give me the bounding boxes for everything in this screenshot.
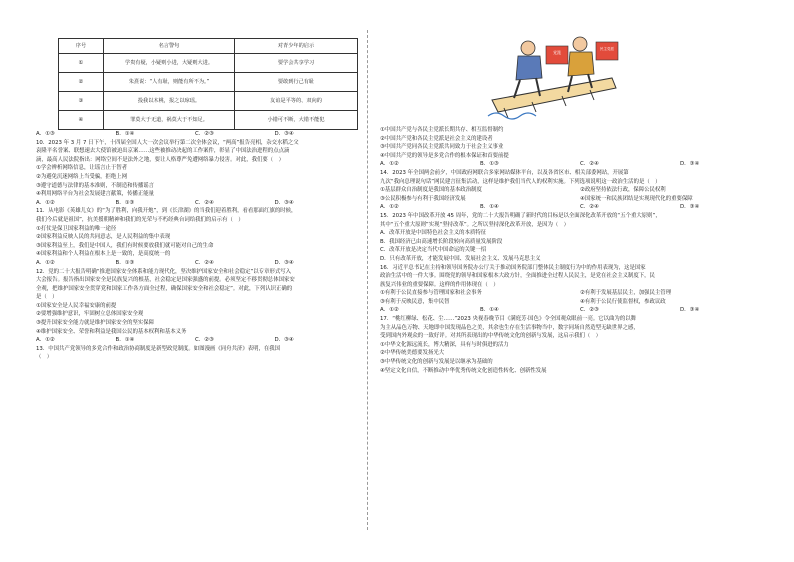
q12-stem-line: 全观，把维护国家安全贯穿党和国家工作各方面全过程，确保国家安全和社会稳定”。对此，下列认识正确的: [36, 285, 293, 292]
table-row: [59, 111, 358, 130]
option: B．①④: [115, 131, 135, 137]
cartoon-label: 党派: [553, 50, 561, 55]
q15-item: C．改革开放是决定当代中国命运的关键一招: [380, 247, 487, 254]
q14-item-row: [380, 195, 780, 204]
table-cell: ④: [59, 111, 104, 130]
table-header: 序号: [59, 39, 104, 54]
q13-stem-line: 13．中国共产党领导的多党合作和政治协商制度是新型政党制度。如图漫画《同舟共济》表明，在我国: [36, 345, 281, 352]
left-column: [36, 32, 354, 362]
option: B．①③: [480, 161, 499, 168]
option: C．②③: [195, 337, 214, 344]
q16-item: ③有利于反映民意，集中民智: [380, 298, 450, 305]
option: B．①③: [115, 199, 135, 206]
q14-item-row: [380, 186, 780, 195]
table-cell: ③: [59, 92, 104, 111]
option: A．①②: [380, 307, 399, 314]
table-cell: 罪莫大于无道，祸莫大于不知足。: [104, 111, 235, 130]
table-header: 对青少年的启示: [235, 39, 358, 54]
quote-table: [58, 38, 358, 130]
q15-item: B．我国经济已由高速增长阶段转向高质量发展阶段: [380, 238, 503, 245]
q17-item: ①中华文化源远流长，博大精深，具有与时俱进的活力: [380, 341, 509, 348]
cartoon-illustration: [484, 34, 624, 120]
table-row: [59, 54, 358, 73]
q10-item: ①学会辨析网络信息，让谣言止于智者: [36, 165, 128, 172]
q13-item: ④中国共产党的领导是多党合作的根本保证和首要前提: [380, 152, 509, 159]
q12-stem-line: 是（ ）: [36, 294, 58, 301]
q13-item: ③中国共产党同各民主党派共同致力于社会主义事业: [380, 144, 504, 151]
q11-item: ④国家利益和个人利益在根本上是一致的，是高度统一的: [36, 251, 171, 258]
option: A．①③: [36, 131, 55, 137]
option: D．③④: [680, 307, 700, 314]
q14-stem-line: 14．2023 年全国两会前夕，中国政府网联合多家网站媒体平台，以及各省区市、相关部委网站，开展第: [380, 169, 629, 176]
q12-item: ①国家安全是人民幸福安康的前提: [36, 302, 117, 309]
q16-item: ②有利于发展基层民主，加强民主管理: [580, 290, 672, 297]
q12-stem-line: 12．党的二十大报告明确“推进国家安全体系和能力现代化，坚决维护国家安全和社会稳定”以专章形式写入: [36, 268, 292, 275]
option: A．①②: [380, 204, 399, 211]
q12-item: ③提升国家安全能力就是维护国家安全的坚实保障: [36, 320, 155, 327]
q11-stem-line: 我们今后就是祖国”，抗美援朝精神和我们的光荣与不朽经典台词给我们的启示有（ ）: [36, 216, 244, 223]
q10-stem-line: 袁隆平名誉案、联想速去大使馆被迫出京案……这些被推动决起的工作案件，彰显了中国法治进程的点点滴: [36, 148, 290, 155]
q14-item: ②政府坚持依法行政，保障公民权利: [580, 187, 666, 194]
option: D．③④: [680, 161, 700, 168]
q16-item-row: [380, 298, 780, 307]
q12-options: [36, 336, 354, 345]
q10-item: ④利用网络平台为社会发展建言献策，传播正能量: [36, 191, 155, 198]
q17-stem-line: 受到国内外观众的一致好评。对其所表现出的中华传统文化的创新与发展，这启示我们（ ）: [380, 333, 602, 340]
q17-stem-line: 为主从品色万物、天地即中国发现品色之美，其余也生存在生活事物当中，数字同场自然造型无缺世界之感，: [380, 324, 639, 331]
q17-item: ②中华传统美德要发扬光大: [380, 350, 445, 357]
table-cell: ①: [59, 54, 104, 73]
option: B．①③: [115, 259, 135, 266]
table-row: [59, 73, 358, 92]
option: D．③④: [274, 337, 294, 344]
q10-options: [36, 199, 354, 208]
option: D．③④: [274, 199, 294, 206]
q14-item: ④国家统一和民族团结是实现现代化的重要保障: [580, 195, 693, 202]
q11-options: [36, 259, 354, 268]
q11-item: ②国家利益反映人民的共同意志，是人民利益的集中表现: [36, 234, 171, 241]
q13-options: [380, 160, 780, 169]
table-cell: 学贵有疑，小疑则小进，大疑则大进。: [104, 54, 235, 73]
option: A．①②: [36, 337, 55, 344]
option: D．③④: [680, 204, 700, 211]
q14-options: [380, 203, 780, 212]
option: C．②③: [580, 307, 599, 314]
q9-options: [36, 130, 354, 139]
option: A．①②: [36, 199, 55, 206]
table-cell: 投我以木桃，报之以琼瑶。: [104, 92, 235, 111]
q10-stem-line: 10．2023 年 3 月 7 日下午，十四届全国人大一次会议举行第二次全体会议，“两高”报告亮相，杂交水稻之父: [36, 139, 299, 146]
option: D．③④: [274, 259, 294, 266]
q11-stem-line: 11．从电影《英雄儿女》的“为了胜利，向我开炮”，到《长津湖》的当我们迎着胜利，看看那面红旗的时候，: [36, 208, 297, 215]
right-column: [380, 32, 780, 375]
table-cell: 要学会共享学习: [235, 54, 358, 73]
q17-stem-line: 17．“桃红柳绿、松花、尘……”2023 央视春晚节目《满庭芳·国色》令全国观众眼前一亮。它以曲为的以舞: [380, 316, 636, 323]
q16-item: ④有利于公民行使监督权，参政议政: [580, 298, 666, 305]
q12-item: ②要增强维护意识，牢固树立总体国家安全观: [36, 311, 144, 318]
q13-stem-line: （ ）: [36, 354, 53, 361]
q14-item: ①基层群众自治制度是我国的基本政治制度: [380, 187, 482, 194]
q17-item: ③中华传统文化的创新与发展是以继承为基础的: [380, 359, 493, 366]
option: D．③④: [274, 131, 294, 137]
q16-stem-line: 族复兴伟业的重要保障。这样的作用体现在（ ）: [380, 281, 499, 288]
q13-item: ①中国共产党与各民主党派长期共存、相互监督制约: [380, 127, 504, 133]
column-divider: [367, 30, 368, 530]
table-cell: 友谊是平等的、双向的: [235, 92, 358, 111]
q17-item: ④坚定文化自信，不断推动中华优秀传统文化创造性转化、创新性发展: [380, 367, 547, 374]
q16-stem-line: 16．习近平总书记在主持和领导国务院办公厅关于推动国务院部门整体民主制度行为中的作用表现为，这是国家: [380, 264, 646, 271]
q16-stem-line: 政治生活中的一件大事。围绕党的领导和国家根本大政方针，全面推进全过程人民民主，是党在社会主义制度下，民: [380, 273, 655, 280]
option: C．②④: [580, 204, 599, 211]
option: C．②③: [195, 131, 214, 137]
q15-item: D．只有改革开放，才能发展中国、发展社会主义、发展马克思主义: [380, 255, 541, 262]
q16-item: ①有利于公民直接参与管理国家和社会事务: [380, 290, 482, 297]
q11-item: ③国家利益至上，我们是中国人，我们有时候要放我们就可能对自己的生命: [36, 242, 214, 249]
q13-item: ②中国共产党和各民主党派是社会主义的建设者: [380, 135, 493, 142]
option: A．①②: [380, 161, 399, 168]
table-cell: 小错可不断，大错不能犯: [235, 111, 358, 130]
table-cell: 要敢到行己有耻: [235, 73, 358, 92]
option: C．②④: [195, 199, 214, 206]
q15-stem-line: 15．2023 年中国改革开放 45 周年，党的二十大报告明确了新时代的目标是以全面深化改革开放的“五个重大原则”，: [380, 212, 661, 219]
q12-stem-line: 大会报告。报告指出国家安全是民族复兴的根基，社会稳定是国家强盛的前提。必须坚定不移贯彻总体国家安: [36, 277, 295, 284]
q15-stem-line: 其中“五个重大原则”实现“坚持改革”。之所以坚持深化改革开放，是因为（ ）: [380, 221, 570, 228]
option: A．①②: [36, 259, 55, 266]
option: C．②④: [195, 259, 214, 266]
q14-stem-line: 九次“我向总理说句话”网民建言征集活动，这样是维护我们当代人的权利实施。下列选项说明这一政治生活的是（ ）: [380, 178, 661, 185]
option: B．①④: [115, 337, 135, 344]
table-cell: ②: [59, 73, 104, 92]
cartoon-label: 民主党派: [600, 47, 614, 51]
table-row: [59, 92, 358, 111]
q12-item: ④维护国家安全、荣誉和利益是我国公民的基本权利和基本义务: [36, 328, 187, 335]
option: C．②④: [580, 161, 599, 168]
table-cell: 朱熹说：“人有耻，则能有所不为。”: [104, 73, 235, 92]
option: B．①④: [480, 204, 499, 211]
q16-item-row: [380, 289, 780, 298]
q15-item: A．改革开放是中国特色社会主义的本质特征: [380, 230, 487, 237]
q10-stem-line: 滴，最高人民法院指出：网络空间不是法外之地，要让人格尊严免遭网络暴力侵害。对此，我们要（ ）: [36, 156, 284, 163]
q10-item: ②为避免沉迷网络上当受骗，拒绝上网: [36, 173, 128, 180]
option: B．①④: [480, 307, 499, 314]
table-header: 名言警句: [104, 39, 235, 54]
table-header-row: [59, 39, 358, 54]
q14-item: ③公民积极参与有利于我国经济发展: [380, 195, 466, 202]
q16-options: [380, 306, 780, 315]
q11-item: ①打仗是保卫国家利益的唯一途径: [36, 225, 117, 232]
q10-item: ③遵守道德与法律的基本准则，不制造和传播谣言: [36, 182, 155, 189]
